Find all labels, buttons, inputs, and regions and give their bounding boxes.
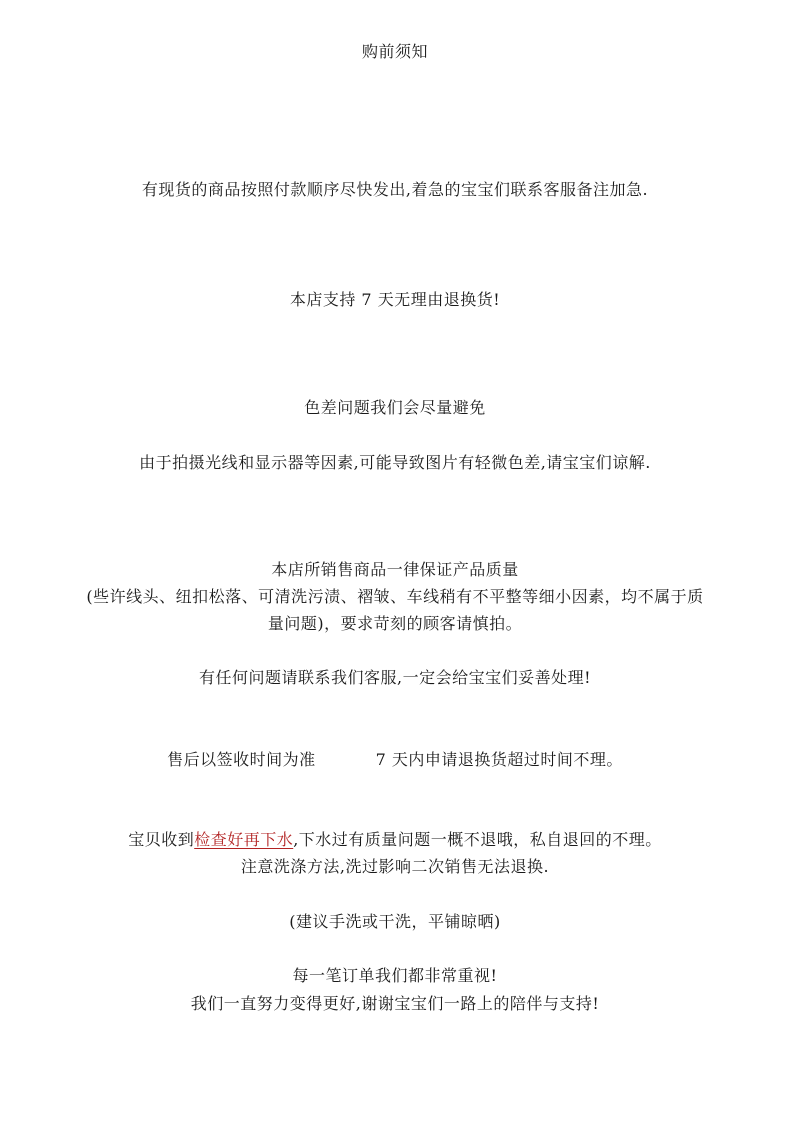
returns-notice: 本店支持 7 天无理由退换货!: [289, 290, 501, 309]
contact-notice: 有任何问题请联系我们客服,一定会给宝宝们妥善处理!: [198, 668, 592, 687]
thanks-line2: 我们一直努力变得更好,谢谢宝宝们一路上的陪伴与支持!: [190, 994, 600, 1013]
inspection-suffix: ,下水过有质量问题一概不退哦，私自退回的不理。: [293, 830, 662, 849]
shipping-notice: 有现货的商品按照付款顺序尽快发出,着急的宝宝们联系客服备注加急.: [141, 180, 649, 199]
after-sale-left: 售后以签收时间为准: [167, 750, 316, 769]
inspection-notice: [0, 830, 790, 850]
color-diff-heading: 色差问题我们会尽量避免: [304, 398, 486, 417]
inspection-line2: 注意洗涤方法,洗过影响二次销售无法退换.: [240, 857, 550, 876]
after-sale-notice: [0, 750, 790, 770]
color-diff-text: 由于拍摄光线和显示器等因素,可能导致图片有轻微色差,请宝宝们谅解.: [139, 453, 651, 472]
page-title: 购前须知: [361, 42, 428, 61]
thanks-line1: 每一笔订单我们都非常重视!: [292, 966, 498, 985]
after-sale-right: 7 天内申请退换货超过时间不理。: [375, 750, 623, 769]
quality-heading: 本店所销售商品一律保证产品质量: [271, 560, 519, 579]
inspection-prefix: 宝贝收到: [128, 830, 195, 849]
quality-note-line2: 量问题)，要求苛刻的顾客请慎拍。: [267, 614, 523, 633]
inspection-highlight: 检查好再下水: [194, 830, 294, 849]
quality-note-line1: (些许线头、纽扣松落、可清洗污渍、褶皱、车线稍有不平整等细小因素，均不属于质: [86, 587, 704, 606]
wash-tip: (建议手洗或干洗，平铺晾晒): [289, 912, 501, 931]
